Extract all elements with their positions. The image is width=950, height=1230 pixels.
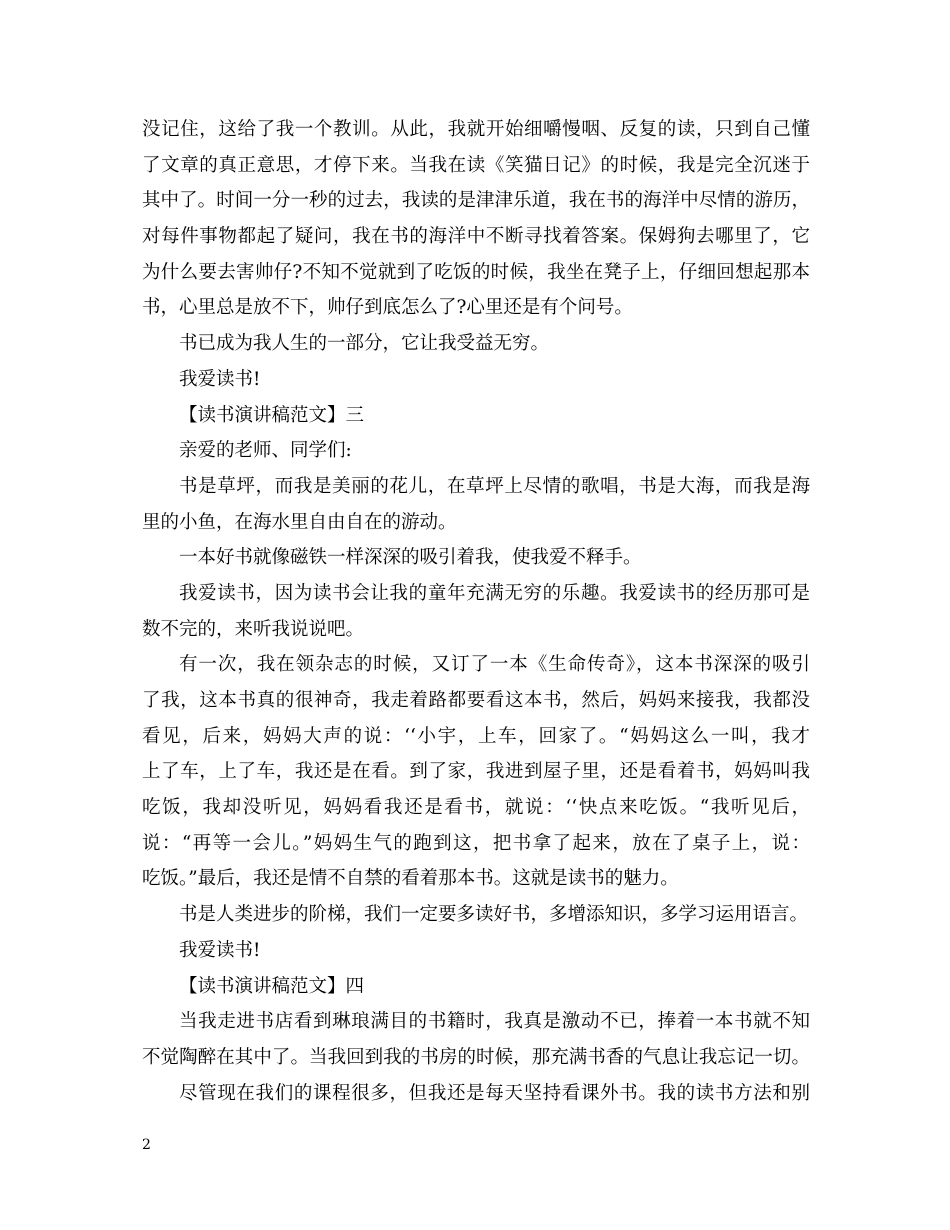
text-line: 了我，这本书真的很神奇，我走着路都要看这本书，然后，妈妈来接我，我都没 xyxy=(142,690,810,711)
page-number: 2 xyxy=(142,1137,151,1153)
text-line: 没记住，这给了我一个教训。从此，我就开始细嚼慢咽、反复的读，只到自己懂 xyxy=(142,119,810,140)
text-line: 【读书演讲稿范文】四 xyxy=(179,975,365,997)
text-line: 我爱读书! xyxy=(179,939,261,961)
text-line: 尽管现在我们的课程很多，但我还是每天坚持看课外书。我的读书方法和别 xyxy=(179,1082,810,1104)
text-line: 里的小鱼，在海水里自由自在的游动。 xyxy=(142,511,457,533)
text-line: 吃饭，我却没听见，妈妈看我还是看书，就说：‘‘快点来吃饭。“我听见后， xyxy=(142,797,810,819)
body-text xyxy=(142,112,810,1111)
text-line: 我爱读书，因为读书会让我的童年充满无穷的乐趣。我爱读书的经历那可是 xyxy=(179,582,810,604)
text-line: 对每件事物都起了疑问，我在书的海洋中不断寻找着答案。保姆狗去哪里了，它 xyxy=(142,226,810,248)
text-line: 有一次，我在领杂志的时候，又订了一本《生命传奇》，这本书深深的吸引 xyxy=(179,654,810,676)
text-line: 了文章的真正意思，才停下来。当我在读《笑猫日记》的时候，我是完全沉迷于 xyxy=(142,154,810,176)
text-line: 【读书演讲稿范文】三 xyxy=(179,404,365,426)
text-line: 一本好书就像磁铁一样深深的吸引着我，使我爱不释手。 xyxy=(179,547,642,569)
text-line: 数不完的，来听我说说吧。 xyxy=(142,618,365,640)
text-line: 说：“再等一会儿。”妈妈生气的跑到这，把书拿了起来，放在了桌子上，说： xyxy=(142,832,810,854)
text-line: 书已成为我人生的一部分，它让我受益无穷。 xyxy=(179,333,550,355)
text-line: 上了车，上了车，我还是在看。到了家，我进到屋子里，还是看着书，妈妈叫我 xyxy=(142,761,810,783)
text-line: 书，心里总是放不下，帅仔到底怎么了?心里还是有个问号。 xyxy=(142,297,633,319)
text-line: 看见，后来，妈妈大声的说：‘‘小宇，上车，回家了。“妈妈这么一叫，我才 xyxy=(142,725,810,747)
text-line: 吃饭。”最后，我还是情不自禁的看着那本书。这就是读书的魅力。 xyxy=(142,868,679,890)
text-line: 其中了。时间一分一秒的过去，我读的是津津乐道，我在书的海洋中尽情的游历， xyxy=(142,190,810,212)
text-line: 为什么要去害帅仔?不知不觉就到了吃饭的时候，我坐在凳子上，仔细回想起那本 xyxy=(142,261,810,283)
text-line: 当我走进书店看到琳琅满目的书籍时，我真是激动不已，捧着一本书就不知 xyxy=(179,1011,810,1033)
text-line: 亲爱的老师、同学们: xyxy=(179,440,352,462)
text-line: 我爱读书! xyxy=(179,368,261,390)
text-line: 不觉陶醉在其中了。当我回到我的书房的时候，那充满书香的气息让我忘记一切。 xyxy=(142,1046,810,1068)
text-line: 书是草坪，而我是美丽的花儿，在草坪上尽情的歌唱，书是大海，而我是海 xyxy=(179,475,810,497)
text-line: 书是人类进步的阶梯，我们一定要多读好书，多增添知识，多学习运用语言。 xyxy=(179,904,809,926)
